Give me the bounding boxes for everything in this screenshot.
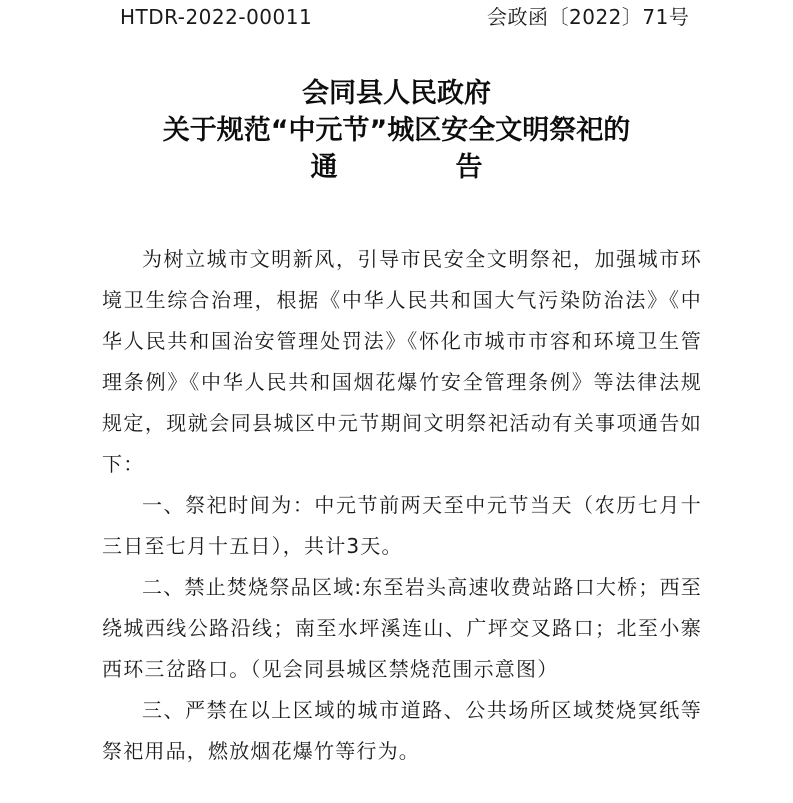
- document-id: HTDR-2022-00011: [120, 5, 313, 29]
- title-issuer: 会同县人民政府: [302, 78, 491, 109]
- document-reference-number: 会政函〔2022〕71号: [487, 5, 690, 29]
- document-body: [102, 239, 702, 772]
- title-notice-char-1: 通: [310, 152, 338, 183]
- title-notice: [0, 149, 793, 186]
- title-subject: 关于规范“中元节”城区安全文明祭祀的: [162, 115, 631, 146]
- title-notice-char-2: 告: [455, 152, 483, 183]
- paragraph-item-1: 一、祭祀时间为：中元节前两天至中元节当天（农历七月十三日至七月十五日），共计3天。: [102, 493, 702, 558]
- document-header: [0, 4, 793, 30]
- paragraph-intro: 为树立城市文明新风，引导市民安全文明祭祀，加强城市环境卫生综合治理，根据《中华人民共和国大气污染防治法》《中华人民共和国治安管理处罚法》《怀化市城市市容和环境卫生管理条例》《中华人民共和国烟花爆竹安全管理条例》等法律法规规定，现就会同县城区中元节期间文明祭祀活动有关事项通告如下：: [102, 247, 702, 476]
- paragraph-item-2: 二、禁止焚烧祭品区域:东至岩头高速收费站路口大桥；西至绕城西线公路沿线；南至水坪溪连山、广坪交叉路口；北至小寨西环三岔路口。（见会同县城区禁烧范围示意图）: [102, 575, 702, 681]
- paragraph-item-3: 三、严禁在以上区域的城市道路、公共场所区域焚烧冥纸等祭祀用品，燃放烟花爆竹等行为。: [102, 698, 702, 763]
- document-title: [0, 75, 793, 186]
